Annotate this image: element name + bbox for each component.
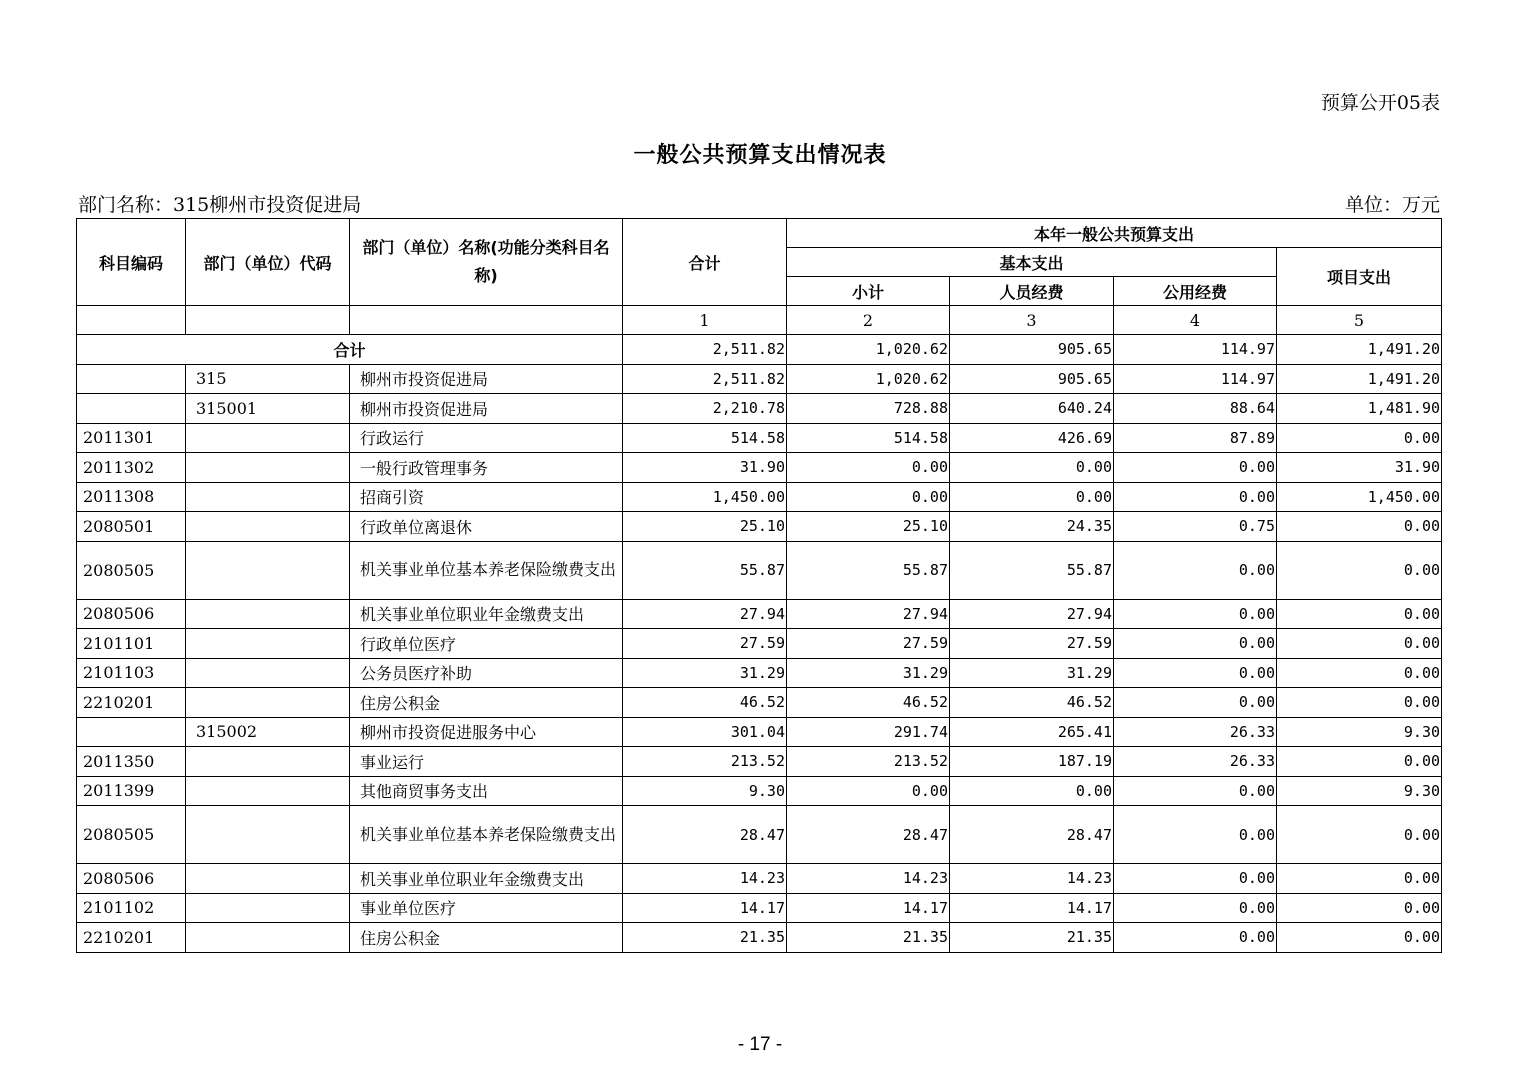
header-subtotal: 小计 — [787, 277, 950, 306]
cell-dept-code — [186, 541, 350, 599]
cell-personnel: 0.00 — [950, 453, 1114, 483]
cell-dept-code — [186, 512, 350, 542]
cell-public: 0.75 — [1114, 512, 1277, 542]
header-blank — [350, 306, 623, 335]
cell-total: 28.47 — [623, 806, 787, 864]
table-row — [77, 864, 1442, 894]
cell-personnel: 31.29 — [950, 658, 1114, 688]
cell-subject-code: 2011399 — [77, 776, 186, 806]
table-row — [77, 747, 1442, 777]
cell-public: 0.00 — [1114, 923, 1277, 953]
cell-name: 事业运行 — [350, 747, 623, 777]
cell-subject-code: 2011350 — [77, 747, 186, 777]
cell-name: 行政单位医疗 — [350, 629, 623, 659]
cell-personnel: 265.41 — [950, 717, 1114, 747]
cell-name: 公务员医疗补助 — [350, 658, 623, 688]
cell-total: 14.23 — [623, 864, 787, 894]
cell-subject-code: 2080501 — [77, 512, 186, 542]
cell-subject-code: 2011301 — [77, 423, 186, 453]
cell-personnel: 905.65 — [950, 364, 1114, 394]
cell-project: 1,450.00 — [1277, 482, 1442, 512]
header-index: 2 — [787, 306, 950, 335]
cell-public: 0.00 — [1114, 864, 1277, 894]
cell-dept-code — [186, 629, 350, 659]
budget-table — [76, 218, 1442, 953]
cell-personnel: 46.52 — [950, 688, 1114, 718]
cell-public: 0.00 — [1114, 776, 1277, 806]
cell-personnel: 187.19 — [950, 747, 1114, 777]
cell-name: 机关事业单位基本养老保险缴费支出 — [350, 541, 623, 599]
cell-subject-code: 2080506 — [77, 864, 186, 894]
cell-project: 0.00 — [1277, 599, 1442, 629]
cell-project: 0.00 — [1277, 688, 1442, 718]
cell-total: 2,511.82 — [623, 364, 787, 394]
cell-personnel: 0.00 — [950, 776, 1114, 806]
cell-name: 柳州市投资促进局 — [350, 364, 623, 394]
cell-total: 21.35 — [623, 923, 787, 953]
cell-dept-code — [186, 923, 350, 953]
page-number: - 17 - — [737, 1034, 783, 1055]
cell-total: 514.58 — [623, 423, 787, 453]
cell-subtotal: 31.29 — [787, 658, 950, 688]
cell-project: 0.00 — [1277, 864, 1442, 894]
cell-total: 27.59 — [623, 629, 787, 659]
cell-subject-code: 2101102 — [77, 893, 186, 923]
cell-dept-code — [186, 453, 350, 483]
cell-total: 46.52 — [623, 688, 787, 718]
table-row — [77, 599, 1442, 629]
page-title: 一般公共预算支出情况表 — [633, 143, 887, 168]
cell-subject-code: 2210201 — [77, 688, 186, 718]
cell-subject-code — [77, 364, 186, 394]
cell-subtotal: 28.47 — [787, 806, 950, 864]
cell-dept-code — [186, 599, 350, 629]
cell-total: 55.87 — [623, 541, 787, 599]
header-dept-code: 部门（单位）代码 — [186, 219, 350, 306]
cell-public: 0.00 — [1114, 629, 1277, 659]
department-label: 部门名称：315柳州市投资促进局 — [78, 194, 362, 216]
cell-subtotal: 514.58 — [787, 423, 950, 453]
table-row — [77, 893, 1442, 923]
cell-total: 213.52 — [623, 747, 787, 777]
cell-project: 0.00 — [1277, 541, 1442, 599]
cell-subtotal: 27.94 — [787, 599, 950, 629]
cell-subtotal: 0.00 — [787, 453, 950, 483]
cell-personnel: 27.59 — [950, 629, 1114, 659]
cell-total: 301.04 — [623, 717, 787, 747]
cell-dept-code — [186, 806, 350, 864]
cell-subject-code: 2080506 — [77, 599, 186, 629]
cell-public: 0.00 — [1114, 599, 1277, 629]
cell-public: 0.00 — [1114, 658, 1277, 688]
cell-subject-code — [77, 717, 186, 747]
table-row — [77, 658, 1442, 688]
cell-total: 14.17 — [623, 893, 787, 923]
cell-name: 机关事业单位职业年金缴费支出 — [350, 599, 623, 629]
cell-subtotal: 27.59 — [787, 629, 950, 659]
cell-subtotal: 14.23 — [787, 864, 950, 894]
cell-project: 9.30 — [1277, 717, 1442, 747]
header-personnel: 人员经费 — [950, 277, 1114, 306]
cell-total: 2,511.82 — [623, 335, 787, 365]
table-row — [77, 364, 1442, 394]
cell-subject-code: 2080505 — [77, 541, 186, 599]
cell-project: 31.90 — [1277, 453, 1442, 483]
header-public: 公用经费 — [1114, 277, 1277, 306]
cell-public: 0.00 — [1114, 806, 1277, 864]
cell-personnel: 14.17 — [950, 893, 1114, 923]
table-row — [77, 423, 1442, 453]
cell-subtotal: 1,020.62 — [787, 335, 950, 365]
cell-subtotal: 0.00 — [787, 482, 950, 512]
cell-project: 0.00 — [1277, 747, 1442, 777]
cell-personnel: 640.24 — [950, 394, 1114, 424]
cell-subject-code: 2011308 — [77, 482, 186, 512]
cell-dept-code — [186, 776, 350, 806]
table-number: 预算公开05表 — [1320, 92, 1440, 114]
table-row — [77, 806, 1442, 864]
cell-project: 9.30 — [1277, 776, 1442, 806]
cell-public: 0.00 — [1114, 893, 1277, 923]
cell-public: 0.00 — [1114, 688, 1277, 718]
cell-name: 机关事业单位基本养老保险缴费支出 — [350, 806, 623, 864]
cell-public: 114.97 — [1114, 335, 1277, 365]
table-row — [77, 629, 1442, 659]
table-row — [77, 923, 1442, 953]
cell-subtotal: 25.10 — [787, 512, 950, 542]
header-total: 合计 — [623, 219, 787, 306]
cell-subject-code: 2080505 — [77, 806, 186, 864]
cell-dept-code — [186, 482, 350, 512]
cell-public: 0.00 — [1114, 541, 1277, 599]
cell-project: 0.00 — [1277, 423, 1442, 453]
header-dept-name: 部门（单位）名称(功能分类科目名称) — [350, 219, 623, 306]
cell-subtotal: 21.35 — [787, 923, 950, 953]
total-row — [77, 335, 1442, 365]
cell-subject-code: 2101103 — [77, 658, 186, 688]
table-row — [77, 541, 1442, 599]
cell-personnel: 55.87 — [950, 541, 1114, 599]
cell-personnel: 21.35 — [950, 923, 1114, 953]
cell-personnel: 14.23 — [950, 864, 1114, 894]
cell-project: 1,491.20 — [1277, 364, 1442, 394]
cell-name: 一般行政管理事务 — [350, 453, 623, 483]
cell-dept-code: 315002 — [186, 717, 350, 747]
cell-public: 0.00 — [1114, 453, 1277, 483]
cell-project: 0.00 — [1277, 923, 1442, 953]
cell-name: 行政单位离退休 — [350, 512, 623, 542]
cell-dept-code — [186, 658, 350, 688]
cell-name: 住房公积金 — [350, 923, 623, 953]
cell-dept-code: 315001 — [186, 394, 350, 424]
cell-name: 招商引资 — [350, 482, 623, 512]
cell-personnel: 426.69 — [950, 423, 1114, 453]
header-index: 4 — [1114, 306, 1277, 335]
unit-label: 单位：万元 — [1344, 194, 1440, 216]
cell-subtotal: 0.00 — [787, 776, 950, 806]
header-basic: 基本支出 — [787, 248, 1277, 277]
cell-public: 0.00 — [1114, 482, 1277, 512]
header-subject-code: 科目编码 — [77, 219, 186, 306]
cell-personnel: 27.94 — [950, 599, 1114, 629]
cell-subject-code: 2210201 — [77, 923, 186, 953]
cell-public: 26.33 — [1114, 717, 1277, 747]
cell-total: 31.29 — [623, 658, 787, 688]
cell-subject-code — [77, 394, 186, 424]
cell-subtotal: 46.52 — [787, 688, 950, 718]
cell-dept-code — [186, 893, 350, 923]
table-row — [77, 776, 1442, 806]
cell-total: 25.10 — [623, 512, 787, 542]
cell-name: 事业单位医疗 — [350, 893, 623, 923]
cell-project: 0.00 — [1277, 512, 1442, 542]
table-row — [77, 482, 1442, 512]
header-index: 5 — [1277, 306, 1442, 335]
header-index: 3 — [950, 306, 1114, 335]
total-label: 合计 — [77, 335, 623, 365]
table-row — [77, 688, 1442, 718]
header-current-year: 本年一般公共预算支出 — [787, 219, 1442, 248]
table-row — [77, 717, 1442, 747]
cell-subtotal: 728.88 — [787, 394, 950, 424]
cell-subtotal: 291.74 — [787, 717, 950, 747]
cell-total: 31.90 — [623, 453, 787, 483]
cell-name: 住房公积金 — [350, 688, 623, 718]
cell-project: 1,481.90 — [1277, 394, 1442, 424]
cell-name: 其他商贸事务支出 — [350, 776, 623, 806]
cell-public: 114.97 — [1114, 364, 1277, 394]
cell-project: 0.00 — [1277, 806, 1442, 864]
cell-personnel: 905.65 — [950, 335, 1114, 365]
table-row — [77, 512, 1442, 542]
cell-dept-code — [186, 747, 350, 777]
cell-project: 0.00 — [1277, 893, 1442, 923]
cell-subtotal: 213.52 — [787, 747, 950, 777]
cell-name: 行政运行 — [350, 423, 623, 453]
cell-personnel: 0.00 — [950, 482, 1114, 512]
cell-project: 1,491.20 — [1277, 335, 1442, 365]
cell-total: 27.94 — [623, 599, 787, 629]
cell-dept-code — [186, 864, 350, 894]
cell-public: 26.33 — [1114, 747, 1277, 777]
cell-project: 0.00 — [1277, 658, 1442, 688]
header-blank — [186, 306, 350, 335]
cell-dept-code — [186, 688, 350, 718]
cell-public: 87.89 — [1114, 423, 1277, 453]
cell-subtotal: 14.17 — [787, 893, 950, 923]
cell-subject-code: 2101101 — [77, 629, 186, 659]
cell-dept-code: 315 — [186, 364, 350, 394]
cell-total: 9.30 — [623, 776, 787, 806]
table-row — [77, 453, 1442, 483]
cell-total: 2,210.78 — [623, 394, 787, 424]
cell-personnel: 28.47 — [950, 806, 1114, 864]
header-blank — [77, 306, 186, 335]
cell-total: 1,450.00 — [623, 482, 787, 512]
cell-name: 机关事业单位职业年金缴费支出 — [350, 864, 623, 894]
cell-project: 0.00 — [1277, 629, 1442, 659]
cell-subject-code: 2011302 — [77, 453, 186, 483]
cell-public: 88.64 — [1114, 394, 1277, 424]
cell-subtotal: 1,020.62 — [787, 364, 950, 394]
cell-name: 柳州市投资促进局 — [350, 394, 623, 424]
cell-subtotal: 55.87 — [787, 541, 950, 599]
header-index: 1 — [623, 306, 787, 335]
table-row — [77, 394, 1442, 424]
header-project: 项目支出 — [1277, 248, 1442, 306]
cell-dept-code — [186, 423, 350, 453]
cell-personnel: 24.35 — [950, 512, 1114, 542]
cell-name: 柳州市投资促进服务中心 — [350, 717, 623, 747]
